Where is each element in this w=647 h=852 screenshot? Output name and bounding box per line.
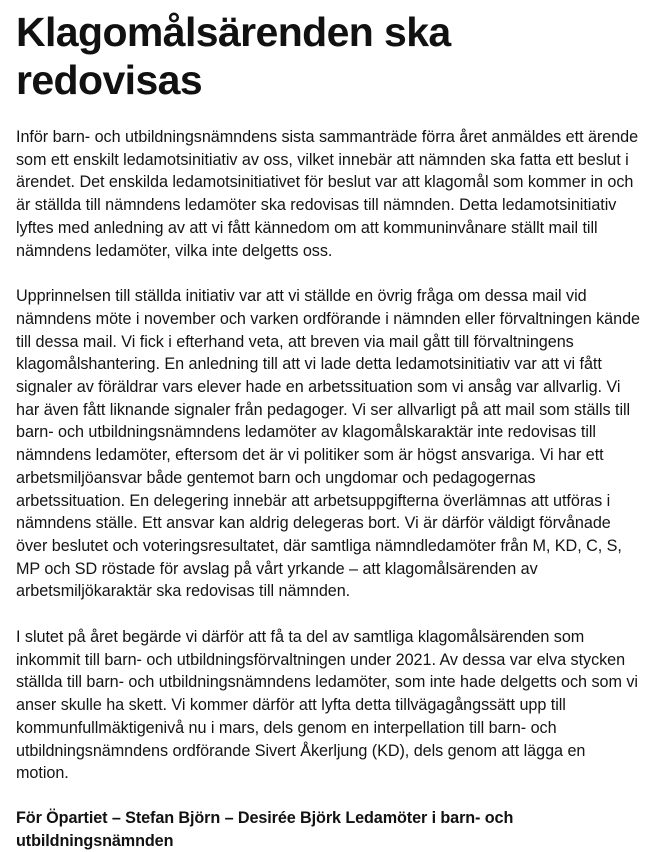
article-paragraph-2: Upprinnelsen till ställda initiativ var att vi ställde en övrig fråga om dessa mail vid nämndens möte i november och varken ordförande i nämnden eller förvaltningen kände till dessa mail. Vi fick i efterhand veta, att breven via mail gått till förvaltningens klagomålshantering. En anledning till att vi lade detta ledamotsinitiativ var att vi fått signaler av föräldrar vars elever hade en arbetssituation som vi ansåg var allvarlig. Vi har även fått liknande signaler från pedagoger. Vi ser allvarligt på att mail som ställs till barn- och utbildningsnämndens ledamöter av klagomålskaraktär inte redovisas till nämndens ledamöter, eftersom det är vi politiker som är högst ansvariga. Vi har ett arbetsmiljöansvar både gentemot barn och ungdomar och pedagogernas arbetssituation. En delegering innebär att arbetsuppgifterna överlämnas att utföras i nämndens ställe. Ett ansvar kan aldrig delegeras bort. Vi är därför väldigt förvånade över beslutet och voteringsresultatet, där samtliga nämndledamöter från M, KD, C, S, MP och SD röstade för avslag på vårt yrkande – att klagomålsärenden av arbetsmiljökaraktär ska redovisas till nämnden.: [16, 287, 640, 601]
article: [16, 0, 641, 852]
article-paragraph-3: I slutet på året begärde vi därför att få ta del av samtliga klagomålsärenden som inkommit till barn- och utbildningsförvaltningen under 2021. Av dessa var elva stycken ställda till barn- och utbildningsnämndens ledamöter, som inte hade delgetts och som vi anser skulle ha skett. Vi kommer därför att lyfta detta tillvägagångssätt upp till kommunfullmäktigenivå nu i mars, dels genom en interpellation till barn- och utbildningsnämndens ordförande Sivert Åkerljung (KD), dels genom att lägga en motion.: [16, 628, 638, 783]
article-paragraph-1: Inför barn- och utbildningsnämndens sista sammanträde förra året anmäldes ett ärende som ett enskilt ledamotsinitiativ av oss, vilket innebär att nämnden ska fatta ett beslut i ärendet. Det enskilda ledamotsinitiativet för beslut var att klagomål som kommer in och är ställda till nämndens ledamöter ska redovisas till nämnden. Detta ledamotsinitiativ lyftes med anledning av att vi fått kännedom om att kommuninvånare ställt mail till nämndens ledamöter, vilka inte delgetts oss.: [16, 128, 639, 260]
article-signature: För Öpartiet – Stefan Björn – Desirée Björk Ledamöter i barn- och utbildningsnämnden: [16, 808, 514, 850]
article-title: Klagomålsärenden ska redovisas: [16, 9, 451, 103]
